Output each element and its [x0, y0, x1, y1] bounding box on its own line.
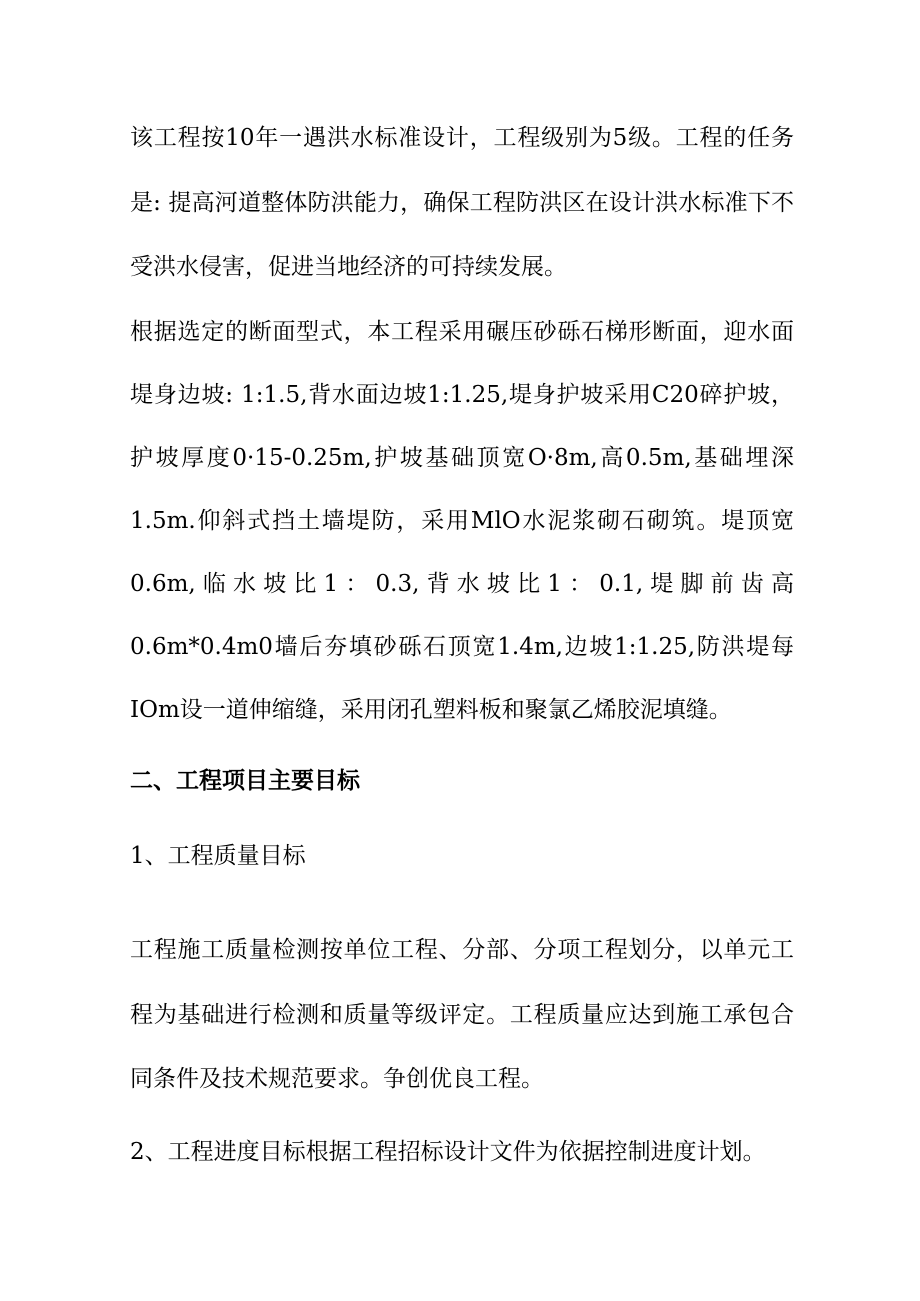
paragraph-schedule-goal: 2、工程进度目标根据工程招标设计文件为依据控制进度计划。 [130, 1139, 766, 1165]
paragraph-cross-section: 根据选定的断面型式，本工程采用碾压砂砾石梯形断面，迎水面堤身边坡: 1:1.5,背水面边坡1:1.25,堤身护坡采用C20碎护坡，护坡厚度0·15-0.25m,护坡基础顶宽O·8m,高0.5m,基础埋深1.5m.仰斜式挡土墙堤防，采用MlO水泥浆砌石砌筑。堤顶宽0.6m,临水坡比1：0.3,背水坡比1：0.1,堤脚前齿高0.6m*0.4m0墙后夯填砂砾石顶宽1.4m,边坡1:1.25,防洪堤每IOm设一道伸缩缝，采用闭孔塑料板和聚氯乙烯胶泥填缝。 [130, 319, 794, 723]
paragraph-design-standard: 该工程按10年一遇洪水标准设计，工程级别为5级。工程的任务是: 提高河道整体防洪能力，确保工程防洪区在设计洪水标准下不受洪水侵害，促进当地经济的可持续发展。 [130, 125, 794, 280]
subheading-quality-goal: 1、工程质量目标 [130, 843, 306, 869]
section-heading-main-goals: 二、工程项目主要目标 [130, 768, 360, 794]
paragraph-quality-inspection: 工程施工质量检测按单位工程、分部、分项工程划分，以单元工程为基础进行检测和质量等级评定。工程质量应达到施工承包合同条件及技术规范要求。争创优良工程。 [130, 937, 794, 1092]
